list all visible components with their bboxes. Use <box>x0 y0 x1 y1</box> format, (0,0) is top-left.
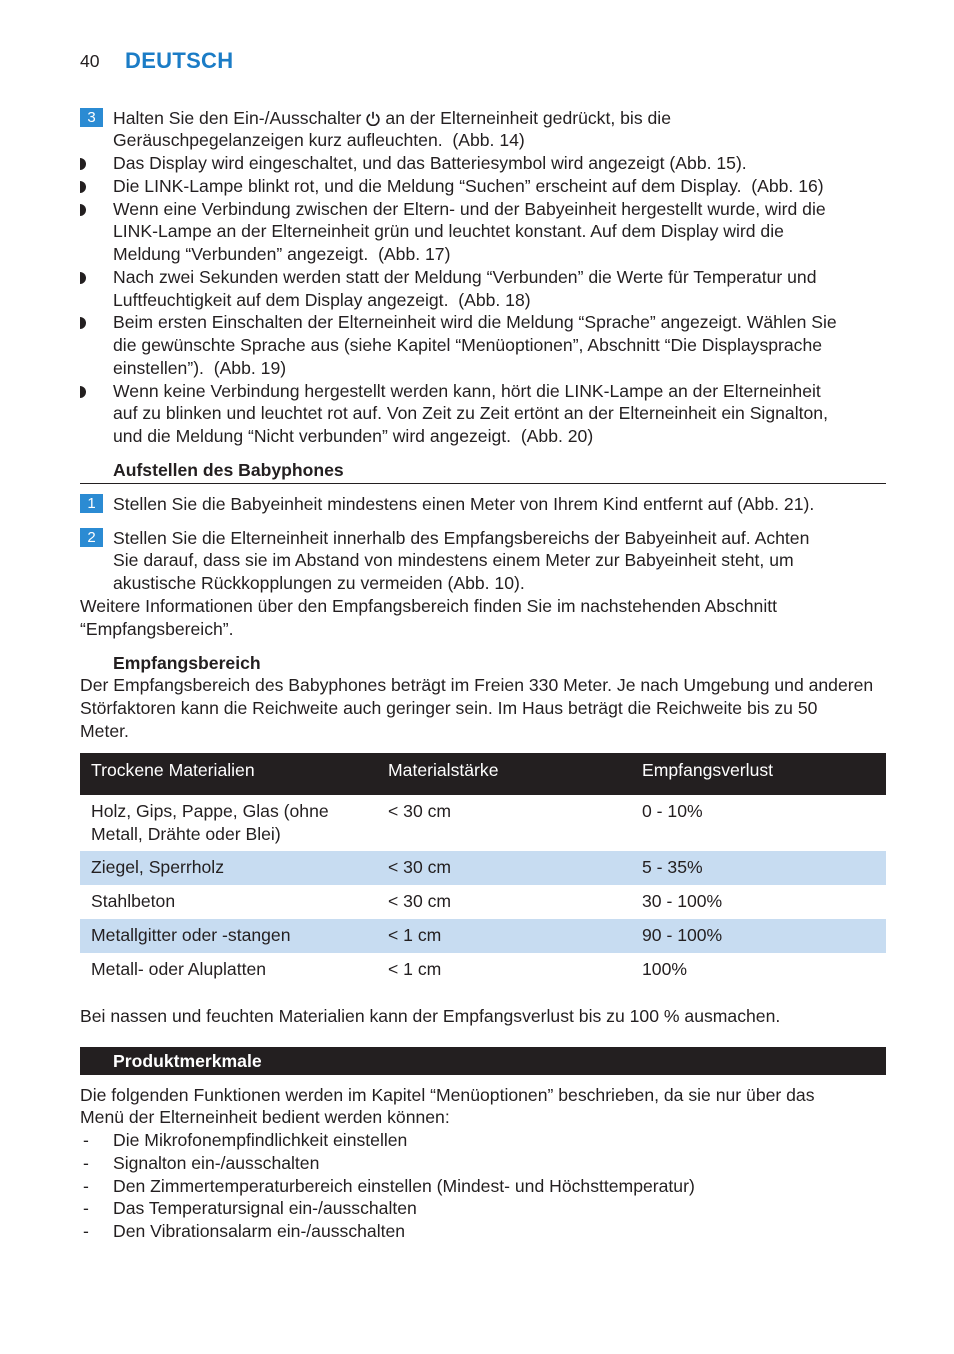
step-text-line: Sie darauf, dass sie im Abstand von mindestens einem Meter zur Babyeinheit steht, um <box>113 550 794 571</box>
table-row <box>80 795 886 851</box>
step-text-line: Stellen Sie die Elterneinheit innerhalb des Empfangsbereichs der Babyeinheit auf. Achten <box>113 527 810 548</box>
bullet-text-line: Beim ersten Einschalten der Elterneinheit wird die Meldung “Sprache” angezeigt. Wählen Sie <box>113 312 837 333</box>
step-number-badge: 3 <box>80 108 103 127</box>
range-section <box>80 652 886 743</box>
bullet-text-line: Nach zwei Sekunden werden statt der Meldung “Verbunden” die Werte für Temperatur und <box>113 266 817 287</box>
bullet-text-line: Das Display wird eingeschaltet, und das Batteriesymbol wird angezeigt (Abb. 15). <box>113 153 747 174</box>
list-item <box>80 1152 886 1175</box>
cell-text: Metall- oder Aluplatten <box>91 959 267 979</box>
list-item-text: Den Vibrationsalarm ein-/ausschalten <box>113 1221 406 1242</box>
bullet-text-line: die gewünschte Sprache aus (siehe Kapitel “Menüoptionen”, Abschnitt “Die Displaysprache <box>113 335 823 356</box>
dash-marker: - <box>83 1221 89 1242</box>
step-text-line: akustische Rückkopplungen zu vermeiden (Abb. 10). <box>113 573 525 594</box>
header-label: Trockene Materialien <box>91 760 255 780</box>
setup-heading-block <box>80 459 886 482</box>
list-item-text: Signalton ein-/ausschalten <box>113 1152 320 1173</box>
table-cell <box>377 885 631 919</box>
table-header-cell <box>631 753 886 795</box>
cell-text: < 30 cm <box>388 857 452 877</box>
table-cell <box>631 795 886 851</box>
table-header-cell <box>80 753 377 795</box>
cell-text: Metallgitter oder -stangen <box>91 925 291 945</box>
bullet-text-line: Wenn keine Verbindung hergestellt werden kann, hört die LINK-Lampe an der Elterneinheit <box>113 380 821 401</box>
table-header-cell <box>377 753 631 795</box>
table-row <box>80 885 886 919</box>
table-cell <box>377 953 631 987</box>
list-item-text: Die Mikrofonempfindlichkeit einstellen <box>113 1130 408 1151</box>
cell-text: Metall, Drähte oder Blei) <box>91 823 281 844</box>
cell-text: 30 - 100% <box>642 891 723 911</box>
paragraph-line: Störfaktoren kann die Reichweite auch geringer sein. Im Haus beträgt die Reichweite bis zu 50 <box>80 698 818 719</box>
list-item-text: Den Zimmertemperaturbereich einstellen (Mindest- und Höchsttemperatur) <box>113 1175 695 1196</box>
dash-marker: - <box>83 1130 89 1151</box>
page-number: 40 <box>80 51 100 71</box>
section-heading: Empfangsbereich <box>113 652 261 673</box>
cell-text: < 30 cm <box>388 801 452 821</box>
bullet-item <box>80 198 886 266</box>
step-3 <box>80 107 886 153</box>
step-text-line <box>80 107 886 130</box>
bullet-item <box>80 311 886 379</box>
section-heading: Aufstellen des Babyphones <box>113 459 344 480</box>
header-label: Materialstärke <box>388 760 499 780</box>
bullet-item <box>80 266 886 312</box>
bullet-text-line: Die LINK-Lampe blinkt rot, und die Meldung “Suchen” erscheint auf dem Display. (Abb. 16) <box>113 175 824 196</box>
section-heading: Produktmerkmale <box>113 1051 262 1071</box>
cell-text: 0 - 10% <box>642 801 703 821</box>
paragraph-line: Menü der Elterneinheit bedient werden können: <box>80 1107 450 1128</box>
table-cell <box>80 851 377 885</box>
note-text-line: “Empfangsbereich”. <box>80 618 234 639</box>
bullet-text-line: LINK-Lampe an der Elterneinheit grün und leuchtet konstant. Auf dem Display wird die <box>113 221 784 242</box>
table-cell <box>631 851 886 885</box>
table-header-row <box>80 753 886 795</box>
materials-table <box>80 753 886 987</box>
bullet-text-line: Wenn eine Verbindung zwischen der Eltern- und der Babyeinheit hergestellt wurde, wird die <box>113 198 826 219</box>
intro-section <box>80 107 886 448</box>
table-cell <box>80 953 377 987</box>
bullet-text-line: Meldung “Verbunden” angezeigt. (Abb. 17) <box>113 244 451 265</box>
table-cell <box>377 795 631 851</box>
table-cell <box>631 919 886 953</box>
list-item <box>80 1129 886 1152</box>
step-number-badge: 1 <box>80 494 103 513</box>
section-title-bar <box>80 1047 886 1075</box>
step-1 <box>80 493 886 516</box>
list-item <box>80 1220 886 1243</box>
table-row <box>80 851 886 885</box>
table-cell <box>80 919 377 953</box>
cell-text: < 1 cm <box>388 959 442 979</box>
list-item <box>80 1175 886 1198</box>
cell-text: Holz, Gips, Pappe, Glas (ohne <box>91 801 329 821</box>
list-item <box>80 1197 886 1220</box>
table-cell <box>80 885 377 919</box>
bullet-text-line: Luftfeuchtigkeit auf dem Display angezeigt. (Abb. 18) <box>113 289 531 310</box>
step-2 <box>80 527 886 595</box>
dash-marker: - <box>83 1198 89 1219</box>
dash-marker: - <box>83 1175 89 1196</box>
table-row <box>80 919 886 953</box>
table-cell <box>377 851 631 885</box>
power-icon <box>366 111 380 126</box>
paragraph-line: Meter. <box>80 720 129 741</box>
step-text-segment: an der Elterneinheit gedrückt, bis die <box>385 107 671 128</box>
step-text-line: Geräuschpegelanzeigen kurz aufleuchten. (Abb. 14) <box>113 130 525 151</box>
cell-text: Ziegel, Sperrholz <box>91 857 224 877</box>
footnote-text: Bei nassen und feuchten Materialien kann der Empfangsverlust bis zu 100 % ausmachen. <box>80 1005 781 1026</box>
cell-text: < 30 cm <box>388 891 452 911</box>
step-2-block <box>80 527 886 641</box>
table-cell <box>80 795 377 851</box>
cell-text: < 1 cm <box>388 925 442 945</box>
cell-text: 90 - 100% <box>642 925 723 945</box>
table-cell <box>631 953 886 987</box>
header-label: Empfangsverlust <box>642 760 774 780</box>
dash-marker: - <box>83 1152 89 1173</box>
cell-text: 5 - 35% <box>642 857 703 877</box>
bullet-item <box>80 175 886 198</box>
table-cell <box>377 919 631 953</box>
step-number-badge: 2 <box>80 528 103 547</box>
table-row <box>80 953 886 987</box>
bullet-text-line: und die Meldung “Nicht verbunden” wird angezeigt. (Abb. 20) <box>113 426 594 447</box>
cell-text: Stahlbeton <box>91 891 176 911</box>
cell-text: 100% <box>642 959 687 979</box>
bullet-text-line: auf zu blinken und leuchtet rot auf. Von Zeit zu Zeit ertönt an der Elterneinheit ein Signalton, <box>113 403 828 424</box>
language-title: DEUTSCH <box>125 47 234 73</box>
bullet-text-line: einstellen”). (Abb. 19) <box>113 357 287 378</box>
list-item-text: Das Temperatursignal ein-/ausschalten <box>113 1198 417 1219</box>
step-1-block <box>80 493 886 516</box>
step-text-line: Stellen Sie die Babyeinheit mindestens einen Meter von Ihrem Kind entfernt auf (Abb. 21). <box>113 493 815 514</box>
table-cell <box>631 885 886 919</box>
bullet-item <box>80 380 886 448</box>
bullet-item <box>80 152 886 175</box>
note-text-line: Weitere Informationen über den Empfangsbereich finden Sie im nachstehenden Abschnitt <box>80 595 778 616</box>
heading-rule <box>80 483 886 484</box>
features-section <box>80 1084 886 1243</box>
step-text-segment: Halten Sie den Ein-/Ausschalter <box>113 107 362 128</box>
table-footnote <box>80 1005 886 1028</box>
paragraph-line: Die folgenden Funktionen werden im Kapitel “Menüoptionen” beschrieben, da sie nur über das <box>80 1084 815 1105</box>
paragraph-line: Der Empfangsbereich des Babyphones beträgt im Freien 330 Meter. Je nach Umgebung und anderen <box>80 675 874 696</box>
